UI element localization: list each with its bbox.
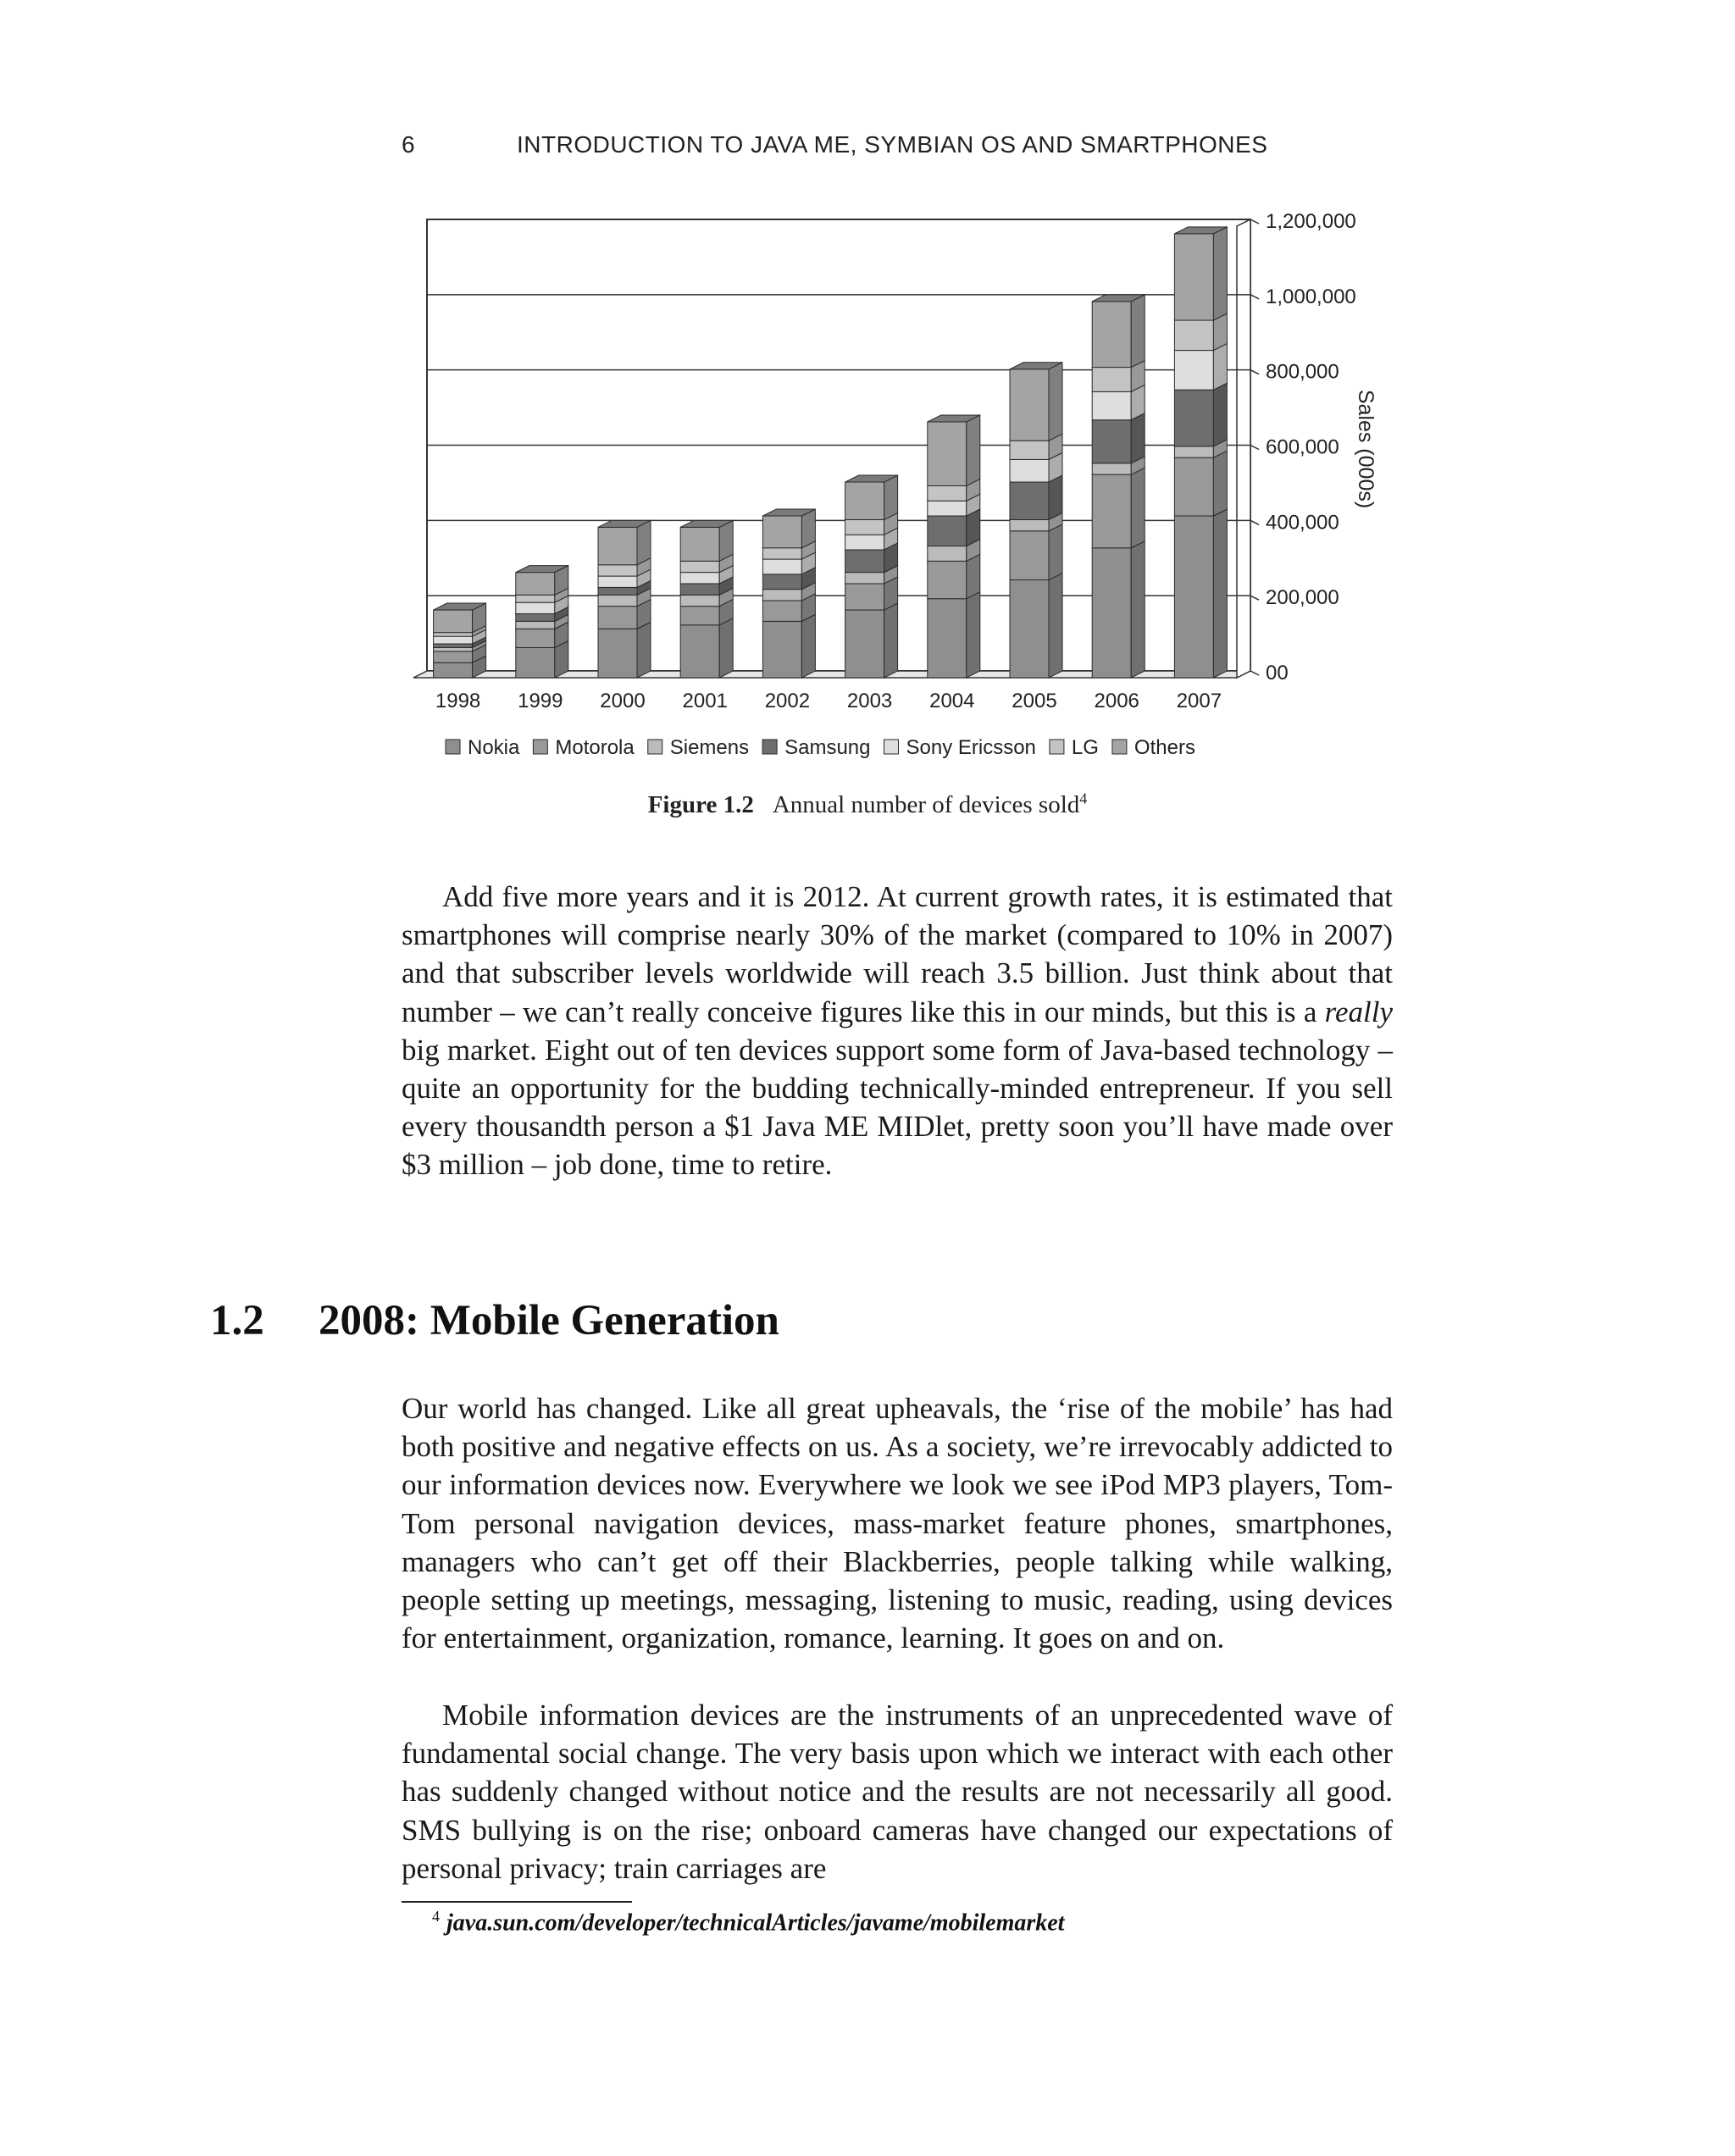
bar-segment-front	[516, 602, 555, 613]
bar-segment-side	[1049, 363, 1062, 441]
bar-segment-side	[884, 603, 898, 678]
figure-footnote-ref: 4	[1079, 790, 1088, 807]
bar-segment-front	[434, 647, 473, 651]
bar-segment-front	[680, 527, 719, 561]
x-tick-label: 2002	[764, 690, 811, 712]
bar-segment-front	[1010, 580, 1049, 678]
bar-segment-side	[1131, 468, 1145, 548]
bar-segment-front	[434, 651, 473, 662]
y-tick-label: 00	[1266, 662, 1289, 684]
y-tick-label: 200,000	[1266, 586, 1339, 610]
bar-segment-front	[1010, 369, 1049, 441]
bar-segment-front	[516, 647, 555, 678]
y-tick-mark	[1250, 596, 1259, 600]
legend-swatch	[762, 740, 777, 754]
x-tick-label: 2001	[682, 690, 728, 712]
bar-segment-front	[434, 633, 473, 636]
bar-segment-front	[516, 595, 555, 602]
bar-segment-front	[928, 516, 967, 546]
paragraph-1	[402, 878, 1393, 1184]
running-title: INTRODUCTION TO JAVA ME, SYMBIAN OS AND SMARTPHONES	[517, 131, 1268, 158]
bar-segment-front	[1010, 459, 1049, 482]
bar-segment-side	[1213, 509, 1227, 678]
bar-2005	[1010, 363, 1062, 678]
y-tick-mark	[1250, 219, 1259, 224]
bar-segment-front	[598, 527, 637, 564]
bar-segment-side	[967, 592, 980, 678]
figure-label: Figure 1.2	[647, 791, 754, 818]
bar-segment-side	[884, 475, 898, 519]
bar-segment-front	[680, 595, 719, 606]
bar-segment-front	[928, 546, 967, 562]
bar-segment-front	[1174, 446, 1213, 457]
legend-swatch	[1112, 740, 1127, 754]
bar-segment-side	[1213, 451, 1227, 516]
bar-segment-front	[680, 625, 719, 678]
bar-2001	[680, 520, 733, 678]
bar-segment-front	[1092, 420, 1131, 463]
bar-segment-front	[762, 559, 801, 574]
y-tick-mark	[1250, 295, 1259, 299]
footnote-number: 4	[432, 1908, 440, 1925]
paragraph-1-emphasis: really	[1324, 995, 1393, 1028]
bar-segment-front	[762, 590, 801, 601]
bar-segment-front	[434, 644, 473, 647]
bar-segment-front	[598, 629, 637, 678]
bar-2000	[598, 520, 651, 678]
bar-segment-front	[1092, 391, 1131, 419]
legend-swatch	[533, 740, 547, 754]
bar-segment-front	[928, 599, 967, 678]
bar-segment-front	[516, 613, 555, 621]
chart-side-wall	[1237, 219, 1250, 678]
bar-segment-side	[1049, 574, 1062, 678]
x-tick-label: 2003	[846, 690, 893, 712]
bar-2006	[1092, 295, 1145, 678]
bar-segment-front	[598, 595, 637, 606]
bar-segment-front	[680, 573, 719, 584]
legend-label: Motorola	[555, 736, 635, 759]
y-tick-label: 800,000	[1266, 360, 1339, 384]
bar-segment-front	[434, 610, 473, 633]
x-tick-label: 1999	[518, 690, 563, 712]
bar-segment-front	[1010, 441, 1049, 459]
bar-segment-front	[1092, 548, 1131, 678]
bar-2004	[928, 415, 980, 678]
section-number: 1.2	[210, 1297, 264, 1344]
x-tick-label: 1998	[435, 690, 481, 712]
x-axis-ticks	[435, 690, 1222, 712]
x-tick-label: 2000	[600, 690, 646, 712]
bar-segment-front	[845, 584, 884, 610]
page-number: 6	[402, 131, 416, 158]
bar-segment-front	[680, 584, 719, 595]
bar-segment-front	[1174, 234, 1213, 320]
bar-segment-front	[1092, 474, 1131, 548]
x-tick-label: 2005	[1012, 690, 1057, 712]
bar-segment-front	[928, 422, 967, 486]
bar-segment-front	[845, 610, 884, 678]
y-tick-label: 1,200,000	[1266, 210, 1356, 233]
footnote-link: java.sun.com/developer/technicalArticles/javame/mobilemarket	[446, 1909, 1065, 1937]
bar-segment-side	[967, 415, 980, 486]
legend-swatch	[1050, 740, 1064, 754]
y-tick-mark	[1250, 446, 1259, 450]
bar-segment-front	[1174, 320, 1213, 351]
section-heading	[210, 1296, 779, 1345]
bar-segment-front	[845, 573, 884, 584]
y-tick-label: 400,000	[1266, 511, 1339, 535]
chart-legend	[446, 736, 1195, 759]
bar-segment-front	[762, 621, 801, 678]
bar-segment-front	[598, 576, 637, 587]
bar-segment-side	[967, 554, 980, 598]
bar-segment-front	[516, 629, 555, 647]
bar-segment-front	[1010, 519, 1049, 530]
bar-segment-front	[845, 535, 884, 550]
y-tick-label: 1,000,000	[1266, 285, 1356, 308]
bar-segment-side	[1049, 475, 1062, 519]
bar-segment-front	[1174, 390, 1213, 446]
y-tick-mark	[1250, 370, 1259, 374]
bar-segment-side	[1131, 541, 1145, 678]
bar-segment-front	[1092, 368, 1131, 392]
paragraph-2: Our world has changed. Like all great upheavals, the ‘rise of the mobile’ has had both positive and negative effects on us. As a society, we’re irrevocably addicted to our information devices now. Everywhere we look we see iPod MP3 players, Tom-Tom personal navigation devices, mass-market feature phones, smartphones, managers who can’t get off their Blackberries, people talking while walking, people setting up meetings, messaging, listening to music, reading, using devices for entertainment, organization, romance, learning. It goes on and on.	[402, 1392, 1393, 1655]
footnote	[432, 1908, 1064, 1937]
paragraph-1-text: Add five more years and it is 2012. At current growth rates, it is estimated that smartphones will comprise nearly 30% of the market (compared to 10% in 2007) and that subscriber levels worldwide will reach 3.5 billion. Just think about that number – we can’t really conceive figures like this in our minds, but this is a	[402, 880, 1393, 1028]
bar-segment-front	[434, 636, 473, 644]
legend-label: LG	[1071, 736, 1099, 759]
bar-segment-front	[1174, 351, 1213, 391]
bar-segment-front	[928, 485, 967, 501]
y-tick-mark	[1250, 671, 1259, 675]
bar-segment-front	[928, 501, 967, 516]
y-tick-label: 600,000	[1266, 435, 1339, 459]
bar-segment-front	[1092, 463, 1131, 474]
bar-segment-front	[598, 565, 637, 576]
bar-segment-front	[1010, 482, 1049, 519]
section-title: 2008: Mobile Generation	[319, 1297, 779, 1344]
bar-segment-front	[1092, 302, 1131, 368]
bar-segment-front	[1174, 516, 1213, 678]
bar-segment-side	[1213, 383, 1227, 446]
bar-segment-front	[762, 574, 801, 590]
bar-1998	[434, 603, 486, 678]
y-tick-mark	[1250, 520, 1259, 524]
legend-swatch	[446, 740, 460, 754]
bar-segment-front	[1174, 457, 1213, 516]
bar-segment-front	[680, 607, 719, 625]
bar-2007	[1174, 227, 1227, 678]
bar-segment-front	[845, 550, 884, 573]
bar-segment-side	[1131, 295, 1145, 368]
figure-caption	[0, 791, 1735, 819]
legend-swatch	[648, 740, 662, 754]
x-tick-label: 2007	[1176, 690, 1222, 712]
bar-segment-side	[719, 618, 733, 678]
y-axis-ticks	[1250, 210, 1356, 684]
paragraph-1-tail: big market. Eight out of ten devices support some form of Java-based technology – quite an opportunity for the budding technically-minded entrepreneur. If you sell every thousandth person a $1 Java ME MIDlet, pretty soon you’ll have made over $3 million – job done, time to retire.	[402, 1033, 1393, 1182]
bar-segment-front	[598, 607, 637, 629]
bar-segment-side	[1213, 344, 1227, 391]
figure-caption-text: Annual number of devices sold	[772, 791, 1080, 818]
bar-1999	[516, 566, 568, 678]
bar-segment-side	[637, 622, 651, 678]
bar-segment-front	[516, 573, 555, 596]
footnote-rule	[402, 1901, 632, 1903]
bar-segment-front	[598, 587, 637, 595]
bar-segment-front	[762, 516, 801, 548]
legend-swatch	[884, 740, 899, 754]
legend-label: Sony Ericsson	[906, 736, 1036, 759]
bar-segment-side	[1049, 524, 1062, 580]
stacked-bar-chart	[398, 203, 1406, 779]
bar-segment-front	[928, 561, 967, 598]
bar-segment-front	[680, 561, 719, 572]
bar-segment-front	[762, 548, 801, 559]
x-tick-label: 2006	[1094, 690, 1139, 712]
bar-segment-front	[516, 621, 555, 629]
bar-segment-side	[1213, 227, 1227, 320]
legend-label: Others	[1134, 736, 1195, 759]
bar-segment-front	[434, 662, 473, 678]
bar-segment-side	[637, 520, 651, 564]
bar-segment-side	[1131, 413, 1145, 463]
bar-segment-front	[845, 519, 884, 535]
running-header	[402, 131, 1393, 165]
bar-segment-front	[762, 601, 801, 621]
y-axis-label: Sales (000s)	[1354, 389, 1377, 509]
bar-segment-front	[1010, 531, 1049, 580]
bar-segment-front	[845, 482, 884, 519]
legend-label: Siemens	[669, 736, 750, 759]
bar-2003	[845, 475, 898, 678]
legend-label: Samsung	[784, 736, 871, 759]
legend-label: Nokia	[468, 736, 520, 759]
paragraph-3: Mobile information devices are the instruments of an unprecedented wave of fundamental social change. The very basis upon which we interact with each other has suddenly changed without notice and the results are not necessarily all good. SMS bullying is on the rise; onboard cameras have changed our expectations of personal privacy; train carriages are	[402, 1699, 1393, 1885]
x-tick-label: 2004	[929, 690, 975, 712]
bar-2002	[762, 509, 815, 678]
bar-segment-side	[801, 614, 815, 678]
